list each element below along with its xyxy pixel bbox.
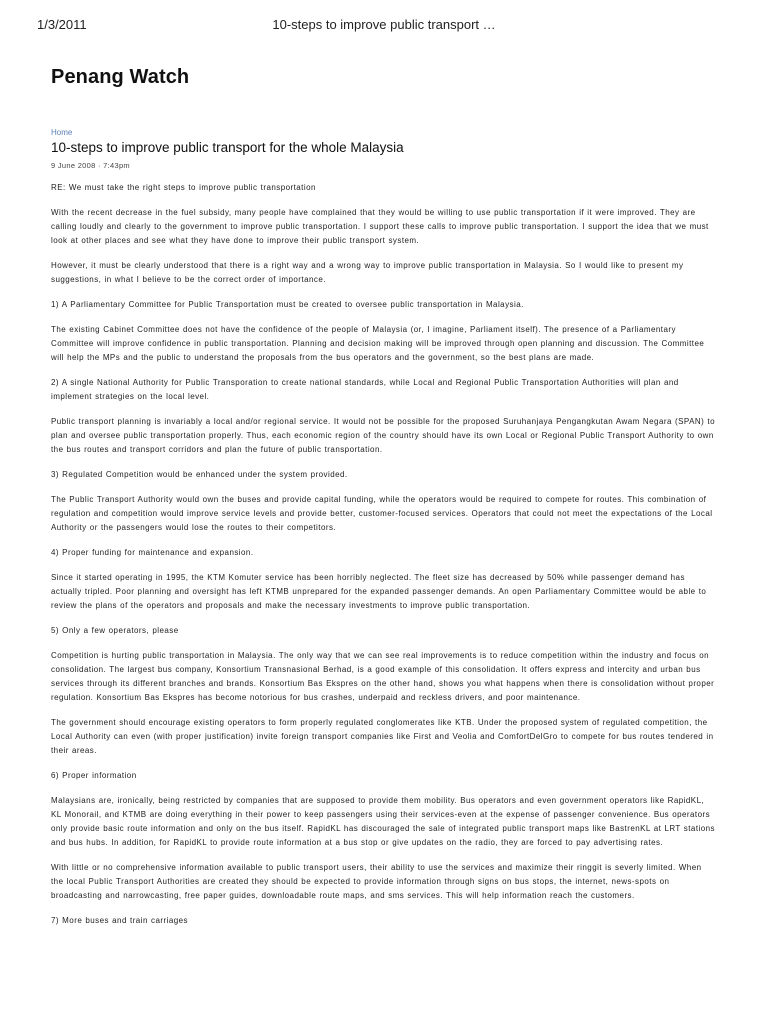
- step-heading-4: 4) Proper funding for maintenance and expansion.: [51, 548, 254, 557]
- paragraph: The existing Cabinet Committee does not have the confidence of the people of Malaysia (or, I imagine, Parliament itself). The presence of a Parliamentary Committee will improve confidence in public transportation. Planning and decision making will be improved through open planning and discussion. The Committee will help the MPs and the public to understand the proposals from the bus operators and the government, so the best plans are made.: [51, 325, 705, 362]
- print-date: 1/3/2011: [37, 17, 87, 32]
- step-heading-1: 1) A Parliamentary Committee for Public Transportation must be created to oversee public transportation in Malaysia.: [51, 300, 524, 309]
- step-heading-3: 3) Regulated Competition would be enhanced under the system provided.: [51, 470, 348, 479]
- paragraph: Public transport planning is invariably a local and/or regional service. It would not be possible for the proposed Suruhanjaya Pengangkutan Awam Negara (SPAN) to plan and oversee public transportation properly. Thus, each economic region of the country should have its own Local or Regional Public Transport Authority to own the bus routes and transport corridors and plan the future of public transportation.: [51, 417, 715, 454]
- paragraph: Since it started operating in 1995, the KTM Komuter service has been horribly neglected. The fleet size has decreased by 50% while passenger demand has actually tripled. Poor planning and oversight has left KTMB unprepared for the expanded passenger demands. An open Parliamentary Committee would be able to review the plans of the operators and proposals and make the necessary investments to improve public transportation.: [51, 573, 707, 610]
- print-header: [0, 0, 768, 40]
- breadcrumb-home-link[interactable]: Home: [51, 128, 73, 137]
- paragraph: Competition is hurting public transportation in Malaysia. The only way that we can see real improvements is to reduce competition within the industry and focus on consolidation. The largest bus company, Konsortium Transnasional Berhad, is a good example of this consolidation. It offers express and intercity and urban bus services through its different branches and brands. Konsortium Bas Ekspres on the other hand, shows you what happens when there is consolidation without proper regulation. Konsortium Bas Ekspres has become notorious for bus crashes, underpaid and reckless drivers, and poor maintenance.: [51, 651, 715, 702]
- paragraph: Malaysians are, ironically, being restricted by companies that are supposed to provide them mobility. Bus operators and even government operators like RapidKL, KL Monorail, and KTMB are doing everything in their power to keep passengers using their services-even at the expense of passenger convenience. Bus operators only provide basic route information and only on the bus itself. RapidKL has discouraged the sale of integrated public transport maps like BastrenKL at LRT stations and bus hubs. In addition, for RapidKL to provide route information at a bus stop or give updates on the radio, they are forced to pay advertising rates.: [51, 796, 715, 847]
- step-heading-5: 5) Only a few operators, please: [51, 626, 179, 635]
- paragraph: With the recent decrease in the fuel subsidy, many people have complained that they would be willing to use public transportation if it were improved. They are calling loudly and clearly to the government to improve public transportation. I support these calls to improve public transportation. I support the idea that we must look at other places and see what they have done to improve their public transport system.: [51, 208, 709, 245]
- step-heading-2: 2) A single National Authority for Public Transporation to create national standards, while Local and Regional Public Transportation Authorities will plan and implement strategies on the local level.: [51, 378, 679, 401]
- post-title: 10-steps to improve public transport for the whole Malaysia: [51, 140, 404, 155]
- paragraph-re: RE: We must take the right steps to improve public transportation: [51, 183, 316, 192]
- paragraph: However, it must be clearly understood that there is a right way and a wrong way to improve public transportation in Malaysia. So I would like to present my suggestions, in what I believe to be the correct order of importance.: [51, 261, 684, 284]
- paragraph: The Public Transport Authority would own the buses and provide capital funding, while the operators would be required to compete for routes. This combination of regulation and competition would improve service levels and provide better, customer-focused services. Operators that could not meet the expectations of the Local Authority or the passengers would lose the routes to their competitors.: [51, 495, 713, 532]
- paragraph: With little or no comprehensive information available to public transport users, their ability to use the services and maximize their ringgit is severly limited. When the local Public Transport Authorities are created they should be expected to provide information through signs on bus stops, the internet, news-spots on broadcasting and narrowcasting, free paper guides, downloadable route maps, and sms services. This will help information reach the customers.: [51, 863, 702, 900]
- print-page-title: 10-steps to improve public transport …: [272, 17, 496, 32]
- post-body: [51, 181, 716, 928]
- post-date: 9 June 2008 · 7:43pm: [51, 161, 130, 170]
- step-heading-7: 7) More buses and train carriages: [51, 916, 188, 925]
- step-heading-6: 6) Proper information: [51, 771, 137, 780]
- article: [51, 128, 716, 939]
- site-title[interactable]: Penang Watch: [51, 66, 190, 88]
- paragraph: The government should encourage existing operators to form properly regulated conglomerates like KTB. Under the proposed system of regulated competition, the Local Authority can even (with proper justification) invite foreign transport companies like First and Veolia and ComfortDelGro to compete for bus routes tendered in their areas.: [51, 718, 714, 755]
